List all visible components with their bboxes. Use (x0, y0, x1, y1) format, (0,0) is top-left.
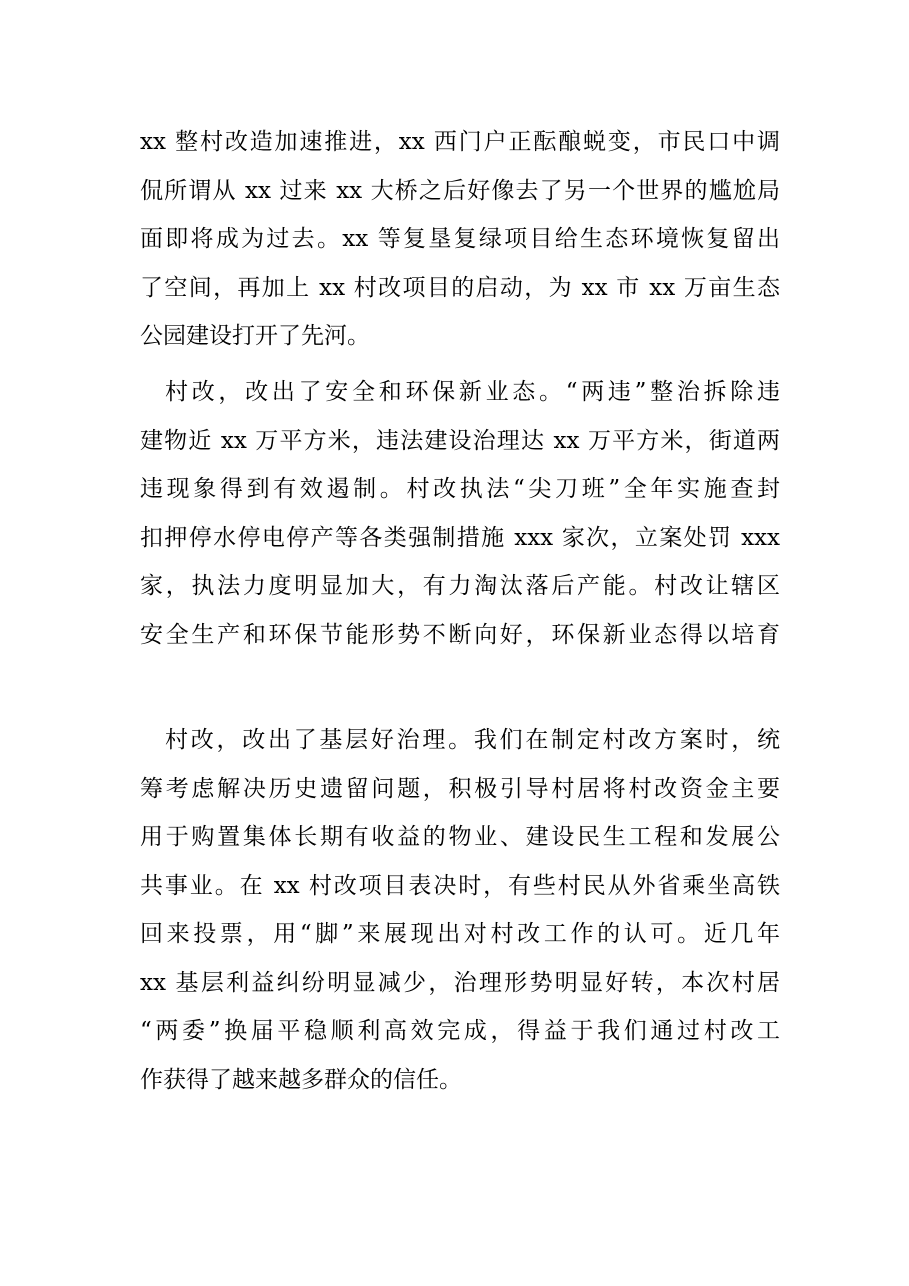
text-line: 侃所谓从 xx 过来 xx 大桥之后好像去了另一个世界的尴尬局 (140, 177, 780, 204)
text-line: 共事业。在 xx 村改项目表决时，有些村民从外省乘坐高铁 (140, 872, 780, 899)
text-line: 违现象得到有效遏制。村改执法“尖刀班”全年实施查封 (140, 476, 780, 502)
text-line: 面即将成为过去。xx 等复垦复绿项目给生态环境恢复留出 (140, 226, 780, 252)
text-line: xx 整村改造加速推进，xx 西门户正酝酿蜕变，市民口中调 (140, 129, 780, 155)
text-line: 了空间，再加上 xx 村改项目的启动，为 xx 市 xx 万亩生态 (140, 274, 780, 301)
text-line: 作获得了越来越多群众的信任。 (140, 1066, 462, 1093)
text-line: 建物近 xx 万平方米，违法建设治理达 xx 万平方米，街道两 (140, 427, 780, 454)
text-line: 安全生产和环保节能形势不断向好，环保新业态得以培育 (140, 621, 780, 648)
paragraph-grassroots-governance (140, 716, 780, 1104)
text-line: xx 基层利益纠纷明显减少，治理形势明显好转，本次村居 (140, 969, 780, 996)
paragraph-village-renovation (140, 118, 780, 361)
paragraph-safety-environment (140, 368, 780, 659)
text-line: 村改，改出了基层好治理。我们在制定村改方案时，统 (165, 727, 780, 753)
text-line: 公园建设打开了先河。 (140, 323, 370, 349)
text-line: “两委”换届平稳顺利高效完成，得益于我们通过村改工 (140, 1018, 780, 1044)
text-line: 回来投票，用“脚”来展现出对村改工作的认可。近几年 (140, 921, 780, 947)
text-line: 村改，改出了安全和环保新业态。“两违”整治拆除违 (165, 379, 780, 405)
text-line: 扣押停水停电停产等各类强制措施 xxx 家次，立案处罚 xxx (140, 524, 780, 551)
text-line: 筹考虑解决历史遗留问题，积极引导村居将村改资金主要 (140, 775, 780, 802)
text-line: 用于购置集体长期有收益的物业、建设民生工程和发展公 (140, 824, 780, 850)
text-line: 家，执法力度明显加大，有力淘汰落后产能。村改让辖区 (140, 573, 780, 599)
